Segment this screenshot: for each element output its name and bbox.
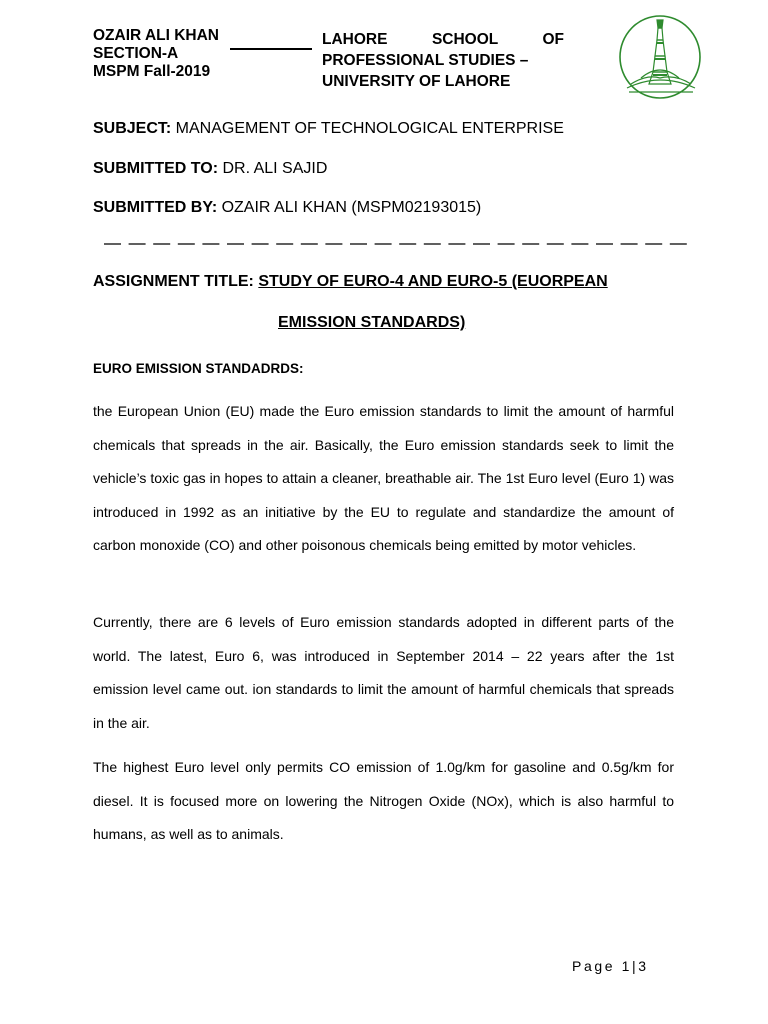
submitted-to-label: SUBMITTED TO: <box>93 160 219 177</box>
submitted-to-value: DR. ALI SAJID <box>218 160 328 177</box>
author-block <box>93 27 219 81</box>
assignment-title-line-1 <box>93 273 683 291</box>
minar-e-pakistan-icon <box>617 12 703 102</box>
institution-line-3: UNIVERSITY OF LAHORE <box>322 73 511 90</box>
paragraph-3: The highest Euro level only permits CO emission of 1.0g/km for gasoline and 0.5g/km for diesel. It is focused more on lowering the Nitrogen Oxide (NOx), which is also harmful to humans, as well as to animals. <box>93 759 674 843</box>
institution-line-2: PROFESSIONAL STUDIES – <box>322 52 529 69</box>
paragraph-2: Currently, there are 6 levels of Euro emission standards adopted in different parts of the world. The latest, Euro 6, was introduced in September 2014 – 22 years after the 1st emission level came out. ion standards to limit the amount of harmful chemicals that spreads in the air. <box>93 614 674 731</box>
assignment-title-line-2: EMISSION STANDARDS) <box>278 314 466 331</box>
paragraph-1: the European Union (EU) made the Euro emission standards to limit the amount of harmful chemicals that spreads in the air. Basically, the Euro emission standards seek to limit the vehicle’s toxic gas in hopes to attain a cleaner, breathable air. The 1st Euro level (Euro 1) was introduced in 1992 as an initiative by the EU to regulate and standardize the amount of carbon monoxide (CO) and other poisonous chemicals being emitted by motor vehicles. <box>93 403 674 554</box>
subject-line <box>93 120 564 138</box>
assignment-title-text: STUDY OF EURO-4 AND EURO-5 (EUORPEAN <box>258 273 608 290</box>
page-number: Page 1|3 <box>572 958 649 974</box>
submitted-by-label: SUBMITTED BY: <box>93 199 218 216</box>
dashed-divider <box>104 235 694 249</box>
subject-label: SUBJECT: <box>93 120 172 137</box>
subject-value: MANAGEMENT OF TECHNOLOGICAL ENTERPRISE <box>171 120 564 137</box>
author-program: MSPM Fall-2019 <box>93 63 211 80</box>
assignment-title-label: ASSIGNMENT TITLE: <box>93 273 254 290</box>
institution-block <box>322 29 564 92</box>
institution-line-1: LAHORE SCHOOL OF <box>322 31 564 48</box>
header-rule <box>230 48 312 50</box>
section-heading: EURO EMISSION STANDADRDS: <box>93 361 304 376</box>
submitted-to-line <box>93 160 327 178</box>
submitted-by-line <box>93 199 481 217</box>
author-section: SECTION-A <box>93 45 179 62</box>
submitted-by-value: OZAIR ALI KHAN (MSPM02193015) <box>217 199 482 216</box>
author-name: OZAIR ALI KHAN <box>93 27 219 44</box>
